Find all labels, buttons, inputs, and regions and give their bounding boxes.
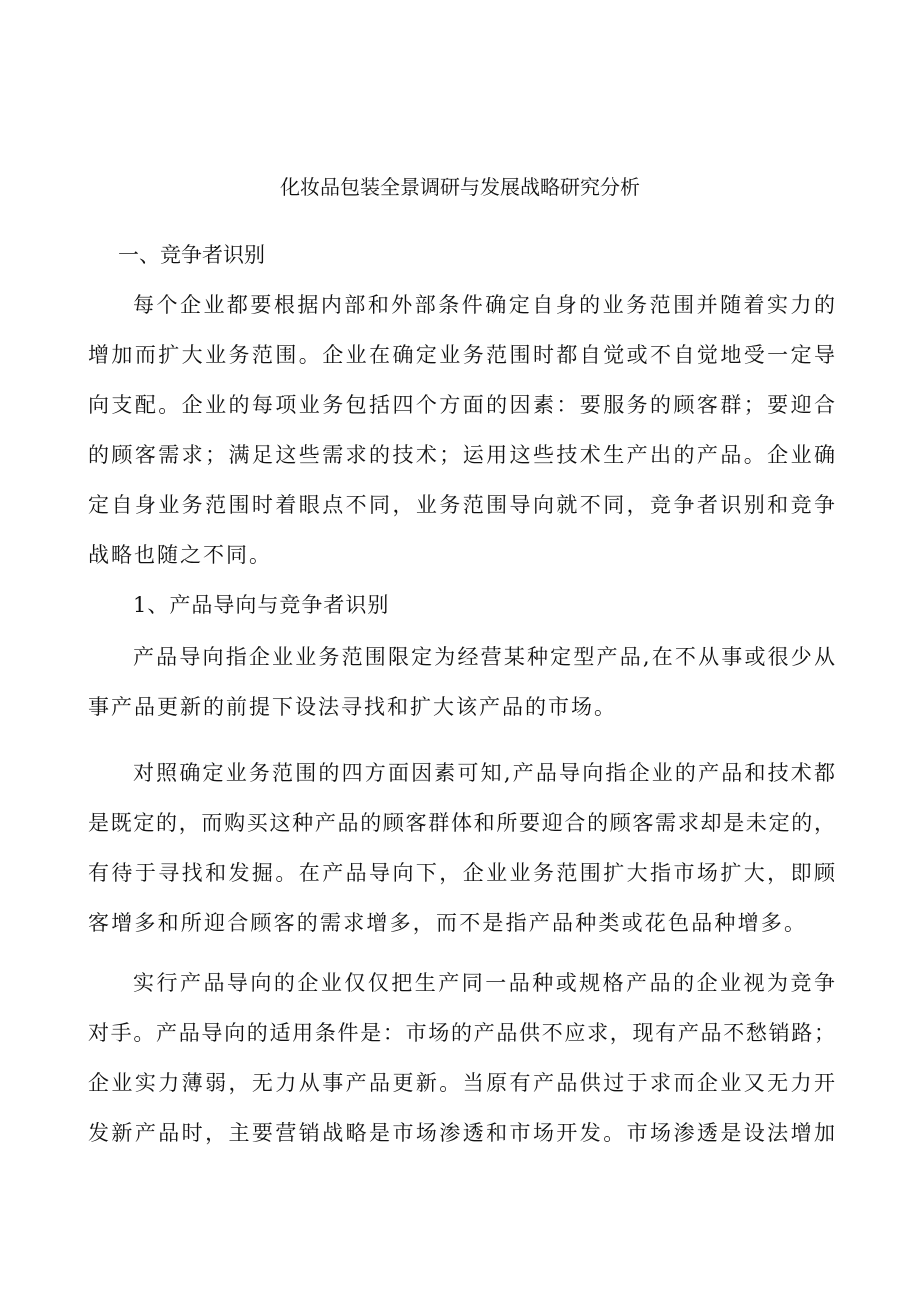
paragraph-line: 定自身业务范围时着眼点不同，业务范围导向就不同，竞争者识别和竞争 [88,493,835,517]
subsection-heading: 1、产品导向与竞争者识别 [133,593,390,617]
document-title: 化妆品包装全景调研与发展战略研究分析 [280,175,640,199]
paragraph-line: 事产品更新的前提下设法寻找和扩大该产品的市场。 [88,695,617,719]
paragraph-line: 向支配。企业的每项业务包括四个方面的因素：要服务的顾客群；要迎合 [88,393,835,417]
paragraph-line: 发新产品时，主要营销战略是市场渗透和市场开发。市场渗透是设法增加 [88,1121,835,1145]
paragraph-line: 对手。产品导向的适用条件是：市场的产品供不应求，现有产品不愁销路； [88,1021,835,1045]
section-heading: 一、竞争者识别 [118,243,265,267]
paragraph-line: 是既定的，而购买这种产品的顾客群体和所要迎合的顾客需求却是未定的， [88,811,835,835]
paragraph-line: 每个企业都要根据内部和外部条件确定自身的业务范围并随着实力的 [133,293,835,317]
paragraph-line: 产品导向指企业业务范围限定为经营某种定型产品,在不从事或很少从 [133,645,835,669]
paragraph-line: 的顾客需求；满足这些需求的技术；运用这些技术生产出的产品。企业确 [88,443,835,467]
paragraph-line: 战略也随之不同。 [88,543,272,567]
paragraph-line: 实行产品导向的企业仅仅把生产同一品种或规格产品的企业视为竞争 [133,971,835,995]
paragraph-line: 企业实力薄弱，无力从事产品更新。当原有产品供过于求而企业又无力开 [88,1071,835,1095]
paragraph-line: 增加而扩大业务范围。企业在确定业务范围时都自觉或不自觉地受一定导 [88,343,835,367]
paragraph-line: 有待于寻找和发掘。在产品导向下，企业业务范围扩大指市场扩大，即顾 [88,861,835,885]
paragraph-line: 客增多和所迎合顾客的需求增多，而不是指产品种类或花色品种增多。 [88,911,808,935]
paragraph-line: 对照确定业务范围的四方面因素可知,产品导向指企业的产品和技术都 [133,761,835,785]
